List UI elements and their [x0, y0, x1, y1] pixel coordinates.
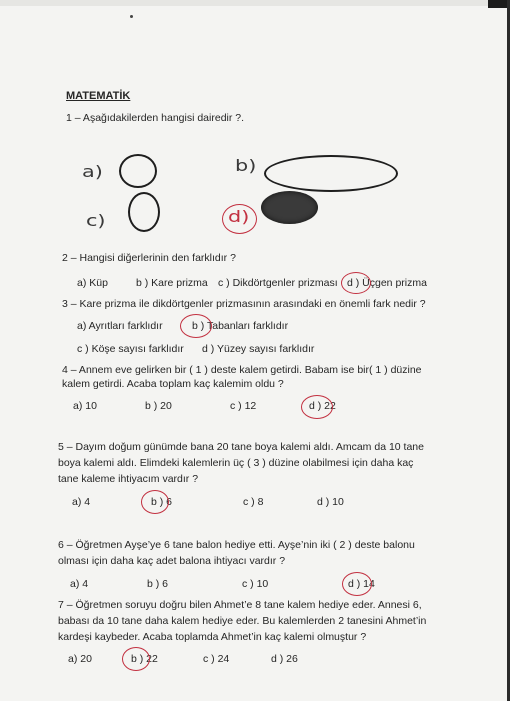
- question-5-line-2: boya kalemi aldı. Elimdeki kalemlerin üç ( 3 ) düzine olabilmesi için daha kaç: [58, 457, 414, 469]
- q4-option-b: b ) 20: [145, 400, 172, 412]
- q1-label-a: a): [82, 162, 103, 181]
- q7-answer-mark: [122, 647, 150, 671]
- q6-option-c: c ) 10: [242, 578, 269, 590]
- q2-option-b: b ) Kare prizma: [136, 277, 208, 289]
- q6-option-d: d ) 14: [348, 578, 375, 590]
- q3-option-b: b ) Tabanları farklıdır: [192, 320, 289, 332]
- question-7-line-3: kardeşi kaybeder. Acaba toplamda Ahmet’in kaç kalemi olmuştur ?: [58, 631, 367, 643]
- scan-speck: [130, 15, 133, 18]
- q1-tall-ellipse: [128, 192, 160, 232]
- q4-option-d: d ) 22: [309, 400, 336, 412]
- question-7-line-1: 7 – Öğretmen soruyu doğru bilen Ahmet’e 8 tane kalem hediye eder. Annesi 6,: [58, 599, 422, 611]
- question-2-text: 2 – Hangisi diğerlerinin den farklıdır ?: [62, 252, 236, 264]
- scan-top-edge: [0, 0, 510, 6]
- q5-option-b: b ) 6: [151, 496, 173, 508]
- q5-answer-mark: [141, 490, 169, 514]
- q1-wide-ellipse: [264, 155, 398, 192]
- question-4-line-2: kalem getirdi. Acaba toplam kaç kalemim oldu ?: [62, 378, 284, 390]
- question-6-line-1: 6 – Öğretmen Ayşe’ye 6 tane balon hediye etti. Ayşe’nin iki ( 2 ) deste balonu: [58, 539, 415, 551]
- q7-option-c: c ) 24: [203, 653, 230, 665]
- q5-option-d: d ) 10: [317, 496, 344, 508]
- q1-small-circle: [119, 154, 157, 188]
- q6-option-b: b ) 6: [147, 578, 169, 590]
- question-1-text: 1 – Aşağıdakilerden hangisi dairedir ?.: [66, 112, 245, 124]
- q3-option-a: a) Ayrıtları farklıdır: [77, 320, 163, 332]
- question-6-line-2: olması için daha kaç adet balona ihtiyacı vardır ?: [58, 555, 286, 567]
- q6-answer-mark: [342, 572, 372, 596]
- question-5-line-3: tane kaleme ihtiyacım vardır ?: [58, 473, 199, 485]
- q6-option-a: a) 4: [70, 578, 89, 590]
- q1-label-b: b): [235, 156, 257, 175]
- q2-answer-mark: [341, 272, 371, 294]
- q3-option-d: d ) Yüzey sayısı farklıdır: [202, 343, 315, 355]
- q2-option-d: d ) Üçgen prizma: [347, 277, 427, 289]
- q1-label-d: d): [228, 207, 250, 226]
- q3-answer-mark: [180, 314, 212, 338]
- q5-option-a: a) 4: [72, 496, 91, 508]
- q4-option-a: a) 10: [73, 400, 97, 412]
- question-7-line-2: babası da 10 tane daha kalem hediye eder. Bu kalemlerden 2 tanesini Ahmet’in: [58, 615, 427, 627]
- question-3-text: 3 – Kare prizma ile dikdörtgenler prizmasının arasındaki en önemli fark nedir ?: [62, 298, 426, 310]
- q5-option-c: c ) 8: [243, 496, 264, 508]
- question-4-line-1: 4 – Annem eve gelirken bir ( 1 ) deste kalem getirdi. Babam ise bir( 1 ) düzine: [62, 364, 422, 376]
- q1-filled-ellipse: [261, 191, 318, 224]
- q1-label-c: c): [86, 211, 106, 230]
- q7-option-a: a) 20: [68, 653, 92, 665]
- q7-option-b: b ) 22: [131, 653, 158, 665]
- q7-option-d: d ) 26: [271, 653, 298, 665]
- q3-option-c: c ) Köşe sayısı farklıdır: [77, 343, 184, 355]
- q4-answer-mark: [301, 395, 333, 419]
- q2-option-a: a) Küp: [77, 277, 108, 289]
- page-title: MATEMATİK: [66, 90, 131, 102]
- question-5-line-1: 5 – Dayım doğum günümde bana 20 tane boya kalemi aldı. Amcam da 10 tane: [58, 441, 424, 453]
- q4-option-c: c ) 12: [230, 400, 257, 412]
- q2-option-c: c ) Dikdörtgenler prizması: [218, 277, 338, 289]
